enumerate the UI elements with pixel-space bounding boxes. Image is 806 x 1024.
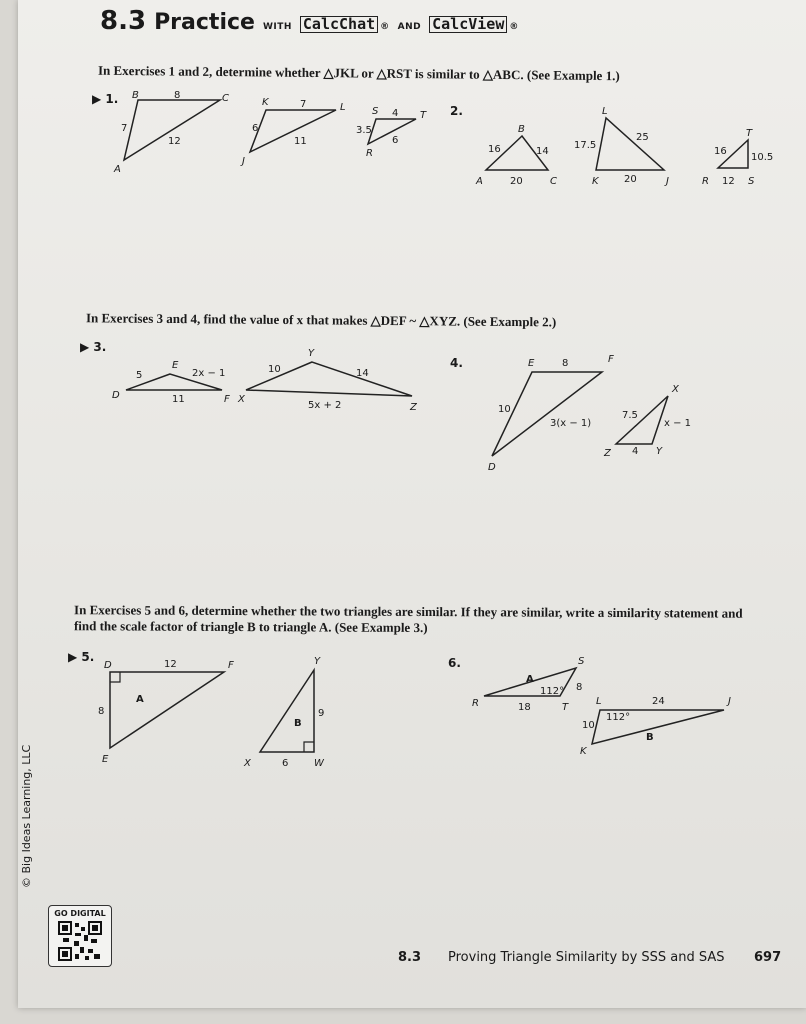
exercise-3-figure [102,340,422,420]
qr-code-icon [58,921,102,961]
page-header [100,6,519,36]
side-XW-5: 6 [282,758,289,769]
side-XY-3: 10 [268,364,281,375]
angle-T-6: 112° [540,686,565,697]
side-RS-2: 12 [722,176,735,187]
exercise-1-figure [104,88,444,188]
vertex-B: B [132,90,139,101]
side-XZ-3: 5x + 2 [308,400,342,411]
side-EF-4: 8 [562,358,569,369]
vertex-L-2: L [602,106,608,117]
exercise-5-label: 5. [81,650,95,664]
side-BC: 8 [174,90,181,101]
side-AC: 12 [168,136,181,147]
vertex-C-2: C [550,176,557,187]
vertex-B-2: B [518,124,525,135]
vertex-L: L [340,102,346,113]
copyright-sidebar: © Big Ideas Learning, LLC [20,744,33,888]
exercise-5-number: ▶ 5. [68,650,95,664]
vertex-K-2: K [592,176,599,187]
exercise-4-figure [458,350,718,478]
vertex-Z-4: Z [604,448,611,459]
side-RT-6: 18 [518,702,531,713]
instructions-ex1-2: In Exercises 1 and 2, determine whether △JKL or △RST is similar to △ABC. (See Example 1.) [97,62,620,84]
vertex-F-4: F [608,354,614,365]
instructions-ex5-6: In Exercises 5 and 6, determine whether the two triangles are similar. If they are similar, write a similarity statement and find the scale factor of triangle B to triangle A. (See Example 3.) [73,602,743,636]
side-DF-4: 3(x − 1) [550,418,592,429]
vertex-S-2: S [748,176,755,187]
section-title: Practice [154,10,255,35]
triangle-a-label: A [136,694,144,705]
exercise-6-number: 6. [448,656,461,670]
vertex-A-2: A [476,176,483,187]
vertex-J-2: J [666,176,669,187]
side-RS: 3.5 [356,125,372,136]
side-AB-2: 16 [488,144,501,155]
side-RT: 6 [392,135,399,146]
vertex-Y-4: Y [656,446,663,457]
footer-section-title: Proving Triangle Similarity by SSS and SAS [448,950,725,965]
side-ZX-4: 7.5 [622,410,638,421]
triangle-a-5 [110,672,224,748]
side-TS-6: 8 [576,682,583,693]
side-KL: 7 [300,99,307,110]
right-angle-mark-W [304,742,314,752]
vertex-X-4: X [672,384,679,395]
side-ZY-4: 4 [632,446,639,457]
footer-section-number: 8.3 [398,950,422,965]
right-angle-mark-D [110,672,120,682]
exercise-2-figure [452,100,782,192]
vertex-D-3: D [112,390,120,401]
vertex-F-5: F [228,660,234,671]
side-YW-5: 9 [318,708,325,719]
triangle-b-label-6: B [646,732,654,743]
side-LJ-6: 24 [652,696,665,707]
side-YZ-3: 14 [356,368,369,379]
exercise-2-number: 2. [450,104,463,118]
side-KL-2: 17.5 [574,140,597,151]
vertex-W-5: W [314,758,324,769]
exercise-3-number: ▶ 3. [80,340,107,354]
vertex-Y-3: Y [308,348,315,359]
side-LJ-2: 25 [636,132,649,143]
side-DF-5: 12 [164,659,177,670]
vertex-K-6: K [580,746,587,757]
side-EF-3: 2x − 1 [192,368,226,379]
vertex-A: A [114,164,121,175]
vertex-D-5: D [104,660,112,671]
side-AC-2: 20 [510,176,523,187]
side-DE-5: 8 [98,706,105,717]
reg-mark-2: ® [509,22,519,32]
page-number: 697 [754,950,782,965]
triangle-abc [124,100,220,160]
vertex-R: R [366,148,373,159]
side-DE-3: 5 [136,370,143,381]
section-number: 8.3 [100,6,147,36]
triangle-jkl-2 [596,118,664,170]
textbook-page [18,0,806,1008]
triangle-b-5 [260,670,314,752]
side-DF-3: 11 [172,394,185,405]
vertex-T-6: T [562,702,569,713]
vertex-J-6: J [728,696,731,707]
vertex-R-6: R [472,698,479,709]
vertex-C: C [222,93,229,104]
with-label: WITH [262,22,292,32]
vertex-S-6: S [578,656,585,667]
exercise-1-label: 1. [105,92,119,106]
vertex-F-3: F [224,394,230,405]
exercise-4-number: 4. [450,356,463,370]
go-digital-label: GO DIGITAL [54,909,106,918]
side-JL: 11 [294,136,307,147]
side-AB: 7 [121,123,128,134]
vertex-Z-3: Z [410,402,417,413]
triangle-a-label-6: A [526,674,534,685]
vertex-T-2: T [746,128,753,139]
vertex-K: K [262,97,269,108]
side-RT-2: 16 [714,146,727,157]
go-digital-box[interactable] [48,905,112,967]
side-JK: 6 [252,123,259,134]
vertex-Y-5: Y [314,656,321,667]
triangle-b-label: B [294,718,302,729]
side-ED-4: 10 [498,404,511,415]
side-ST-2: 10.5 [751,152,774,163]
exercise-6-figure [458,654,748,764]
side-KJ-2: 20 [624,174,637,185]
vertex-E-4: E [528,358,535,369]
exercise-3-label: 3. [93,340,107,354]
reg-mark-1: ® [380,22,390,32]
vertex-J: J [242,156,245,167]
side-LK-6: 10 [582,720,595,731]
vertex-R-2: R [702,176,709,187]
triangle-jkl [250,110,336,152]
vertex-T: T [420,110,427,121]
and-label: AND [397,22,422,32]
angle-L-6: 112° [606,712,631,723]
side-ST: 4 [392,108,399,119]
side-XY-4: x − 1 [664,418,692,429]
instructions-ex3-4: In Exercises 3 and 4, find the value of x that makes △DEF ~ △XYZ. (See Example 2.) [85,310,557,330]
vertex-D-4: D [488,462,496,473]
calcview-logo: CalcView [429,16,507,33]
exercise-1-number: ▶ 1. [92,92,119,106]
vertex-L-6: L [596,696,602,707]
vertex-X-5: X [244,758,251,769]
calcchat-logo: CalcChat [300,16,378,33]
side-BC-2: 14 [536,146,549,157]
vertex-E-3: E [172,360,179,371]
vertex-X-3: X [238,394,245,405]
vertex-S: S [372,106,379,117]
vertex-E-5: E [102,754,109,765]
exercise-5-figure [88,652,388,774]
